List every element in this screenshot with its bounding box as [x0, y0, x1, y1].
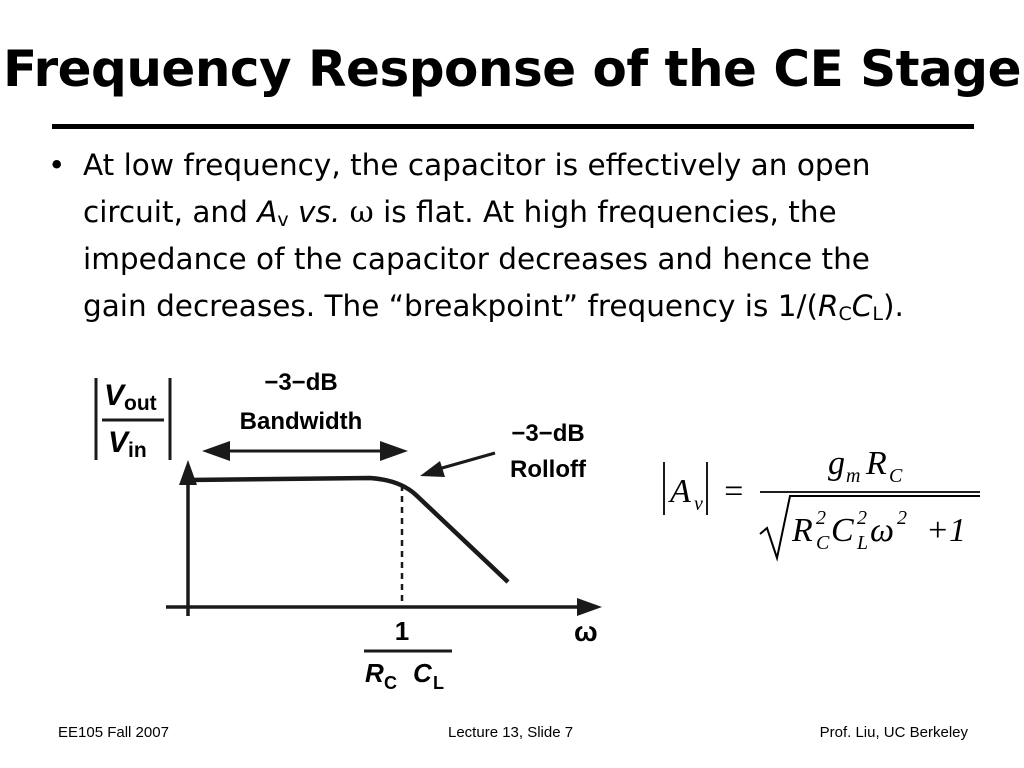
- bandwidth-double-arrow: [202, 441, 408, 461]
- y-label-numerator-sub: out: [124, 392, 157, 415]
- rolloff-arrow: [420, 453, 495, 477]
- formula-equals: =: [722, 473, 745, 510]
- formula-num-g-sub: m: [846, 465, 861, 487]
- formula-den-omega: ω: [870, 512, 895, 549]
- bullet-paragraph: [48, 142, 998, 330]
- formula-den-r: R: [792, 512, 813, 549]
- gain-formula: [650, 440, 990, 570]
- formula-lhs-sub: v: [694, 493, 703, 515]
- formula-lhs-a: A: [670, 473, 691, 510]
- tick-den-c: C: [413, 658, 432, 688]
- footer-author: Prof. Liu, UC Berkeley: [819, 724, 968, 741]
- x-axis: [166, 598, 602, 616]
- formula-num-g: g: [828, 445, 845, 482]
- omega-symbol: ω: [349, 195, 374, 229]
- y-axis-label: [96, 378, 170, 462]
- resistor-subscript: C: [838, 303, 852, 325]
- formula-num-r: R: [866, 445, 887, 482]
- capacitor-symbol: C: [851, 289, 873, 323]
- tick-den-r: R: [365, 658, 384, 688]
- rolloff-label-2: Rolloff: [510, 456, 586, 483]
- bullet-line-4-start: gain decreases. The “breakpoint” frequency is 1/(: [83, 289, 818, 323]
- y-label-denominator-sub: in: [128, 439, 147, 462]
- frequency-response-plot: [80, 360, 610, 700]
- rolloff-label-1: −3−dB: [511, 420, 585, 447]
- formula-den-c-sup: 2: [857, 507, 867, 529]
- slide-title: Frequency Response of the CE Stage: [3, 40, 1021, 98]
- footer-slide-number: Lecture 13, Slide 7: [448, 724, 574, 741]
- y-label-denominator: V: [108, 426, 129, 459]
- bullet-dot: •: [48, 148, 66, 182]
- bullet-line-1: At low frequency, the capacitor is effectively an open: [83, 148, 871, 182]
- bullet-line-4-end: ).: [882, 289, 904, 323]
- tick-den-c-sub: L: [433, 673, 444, 693]
- formula-den-c: C: [831, 512, 854, 549]
- gain-symbol: A: [257, 195, 278, 229]
- formula-den-plus-one: +1: [926, 512, 966, 549]
- formula-num-r-sub: C: [889, 465, 903, 487]
- footer-course: EE105 Fall 2007: [58, 724, 169, 741]
- formula-den-c-sub: L: [857, 532, 869, 554]
- bullet-text: [83, 142, 998, 330]
- versus-text: vs.: [288, 195, 350, 229]
- gain-subscript: v: [277, 209, 289, 231]
- bandwidth-label-2: Bandwidth: [239, 408, 363, 435]
- resistor-symbol: R: [817, 289, 839, 323]
- bullet-line-3: impedance of the capacitor decreases and hence the: [83, 242, 870, 276]
- formula-den-omega-sup: 2: [897, 507, 907, 529]
- tick-numerator: 1: [394, 616, 410, 646]
- bullet-line-2-end: is flat. At high frequencies, the: [373, 195, 837, 229]
- bullet-line-2-start: circuit, and: [83, 195, 258, 229]
- title-underline: [52, 124, 974, 129]
- capacitor-subscript: L: [872, 303, 883, 325]
- formula-den-r-sub: C: [816, 532, 830, 554]
- formula-den-r-sup: 2: [816, 507, 826, 529]
- y-axis: [179, 460, 197, 616]
- tick-den-r-sub: C: [384, 673, 397, 693]
- y-label-numerator: V: [104, 379, 125, 412]
- magnitude-response-curve: [188, 478, 508, 582]
- x-axis-omega: ω: [574, 616, 598, 647]
- bandwidth-label-1: −3−dB: [264, 369, 338, 396]
